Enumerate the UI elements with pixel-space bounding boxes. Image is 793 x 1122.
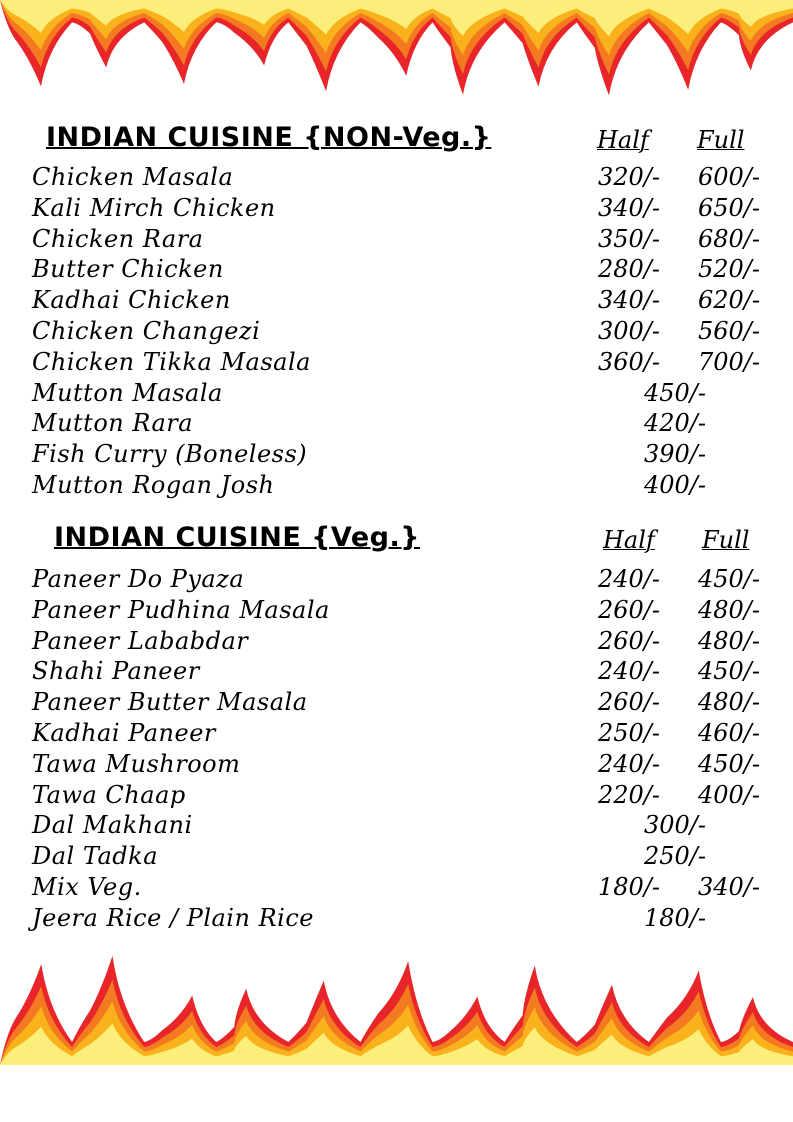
menu-item bbox=[32, 565, 772, 595]
menu-item bbox=[32, 657, 772, 687]
menu-item bbox=[32, 719, 772, 749]
item-price: 180/- bbox=[644, 903, 707, 932]
menu-item bbox=[32, 194, 772, 224]
item-price-full: 450/- bbox=[698, 749, 761, 778]
menu-item bbox=[32, 781, 772, 811]
item-price-half: 240/- bbox=[598, 565, 661, 593]
item-name: Dal Makhani bbox=[32, 811, 193, 840]
item-price-half: 240/- bbox=[598, 657, 661, 686]
menu-item bbox=[32, 379, 772, 409]
menu-item bbox=[32, 842, 772, 872]
item-price: 420/- bbox=[644, 409, 707, 438]
item-price-half: 180/- bbox=[598, 873, 661, 901]
item-name: Kadhai Paneer bbox=[32, 719, 216, 747]
flames-bottom-decoration bbox=[0, 950, 793, 1070]
section-title-veg: INDIAN CUISINE {Veg.} bbox=[54, 522, 420, 553]
menu-item bbox=[32, 255, 772, 285]
menu-item bbox=[32, 811, 772, 841]
item-price: 250/- bbox=[644, 842, 707, 871]
menu-item bbox=[32, 688, 772, 718]
item-price-full: 450/- bbox=[698, 565, 761, 593]
item-price-half: 260/- bbox=[598, 626, 661, 655]
item-price-full: 620/- bbox=[698, 286, 761, 315]
item-price-half: 320/- bbox=[598, 163, 661, 191]
menu-item bbox=[32, 750, 772, 780]
item-name: Tawa Mushroom bbox=[32, 749, 241, 778]
item-name: Mutton Rogan Josh bbox=[32, 471, 275, 499]
menu-item bbox=[32, 286, 772, 316]
item-name: Butter Chicken bbox=[32, 255, 224, 284]
item-name: Dal Tadka bbox=[32, 842, 159, 871]
menu-item bbox=[32, 873, 772, 903]
item-price-full: 480/- bbox=[698, 626, 761, 655]
item-price: 390/- bbox=[644, 440, 707, 469]
item-price-full: 700/- bbox=[698, 347, 761, 376]
item-price-full: 460/- bbox=[698, 719, 761, 747]
item-price-full: 480/- bbox=[698, 595, 761, 624]
item-price-full: 560/- bbox=[698, 317, 761, 345]
item-price-half: 260/- bbox=[598, 688, 661, 717]
item-price: 400/- bbox=[644, 471, 707, 499]
item-name: Mix Veg. bbox=[32, 873, 142, 901]
item-price: 450/- bbox=[644, 378, 707, 407]
item-price-half: 240/- bbox=[598, 749, 661, 778]
column-header-full: Full bbox=[697, 126, 745, 154]
item-price-full: 400/- bbox=[698, 780, 761, 809]
menu-item bbox=[32, 904, 772, 934]
column-header-half: Half bbox=[597, 126, 649, 154]
item-price-half: 360/- bbox=[598, 347, 661, 376]
item-price-half: 280/- bbox=[598, 255, 661, 284]
item-price-half: 260/- bbox=[598, 595, 661, 624]
item-price-half: 350/- bbox=[598, 224, 661, 253]
item-price-full: 680/- bbox=[698, 224, 761, 253]
menu-item bbox=[32, 627, 772, 657]
item-name: Kadhai Chicken bbox=[32, 286, 231, 315]
item-name: Mutton Masala bbox=[32, 378, 223, 407]
menu-item bbox=[32, 317, 772, 347]
menu-item bbox=[32, 163, 772, 193]
item-price-full: 600/- bbox=[698, 163, 761, 191]
item-name: Chicken Tikka Masala bbox=[32, 347, 311, 376]
flames-top-decoration bbox=[0, 0, 793, 115]
item-price-half: 300/- bbox=[598, 317, 661, 345]
section-title-non-veg: INDIAN CUISINE {NON-Veg.} bbox=[46, 122, 492, 153]
item-name: Jeera Rice / Plain Rice bbox=[32, 903, 314, 932]
item-price-full: 520/- bbox=[698, 255, 761, 284]
item-price: 300/- bbox=[644, 811, 707, 840]
item-name: Chicken Changezi bbox=[32, 317, 261, 345]
menu-item bbox=[32, 225, 772, 255]
menu-item bbox=[32, 471, 772, 501]
item-name: Fish Curry (Boneless) bbox=[32, 440, 308, 469]
item-name: Chicken Rara bbox=[32, 224, 204, 253]
menu-item bbox=[32, 596, 772, 626]
item-price-half: 220/- bbox=[598, 780, 661, 809]
column-header-full: Full bbox=[702, 526, 750, 554]
item-name: Tawa Chaap bbox=[32, 780, 186, 809]
item-price-full: 450/- bbox=[698, 657, 761, 686]
item-name: Paneer Lababdar bbox=[32, 626, 249, 655]
item-price-full: 650/- bbox=[698, 193, 761, 222]
menu-item bbox=[32, 409, 772, 439]
item-name: Chicken Masala bbox=[32, 163, 234, 191]
menu-item bbox=[32, 348, 772, 378]
item-name: Mutton Rara bbox=[32, 409, 194, 438]
item-price-half: 340/- bbox=[598, 286, 661, 315]
item-price-half: 340/- bbox=[598, 193, 661, 222]
item-name: Paneer Butter Masala bbox=[32, 688, 308, 717]
item-price-full: 480/- bbox=[698, 688, 761, 717]
item-price-full: 340/- bbox=[698, 873, 761, 901]
item-name: Kali Mirch Chicken bbox=[32, 193, 276, 222]
item-name: Paneer Pudhina Masala bbox=[32, 595, 330, 624]
item-name: Paneer Do Pyaza bbox=[32, 565, 245, 593]
item-price-half: 250/- bbox=[598, 719, 661, 747]
item-name: Shahi Paneer bbox=[32, 657, 200, 686]
menu-item bbox=[32, 440, 772, 470]
column-header-half: Half bbox=[603, 526, 655, 554]
